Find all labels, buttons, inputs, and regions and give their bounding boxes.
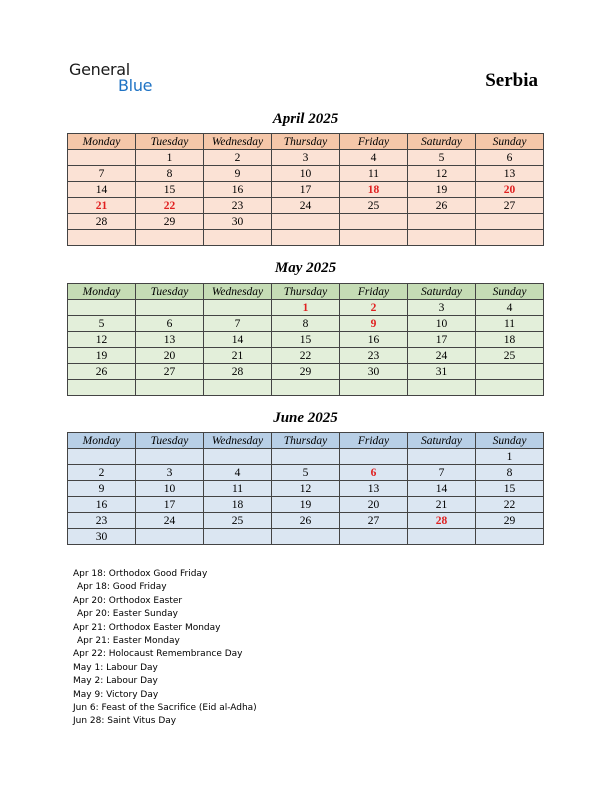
day-cell: 8 — [476, 465, 544, 481]
day-cell: 4 — [204, 465, 272, 481]
day-cell: 8 — [272, 316, 340, 332]
weekday-header: Friday — [340, 284, 408, 300]
logo-text-general: General — [69, 60, 130, 79]
day-cell: 13 — [340, 481, 408, 497]
month-title: June 2025 — [273, 410, 338, 426]
day-cell: 2 — [340, 300, 408, 316]
day-cell: 27 — [136, 364, 204, 380]
day-cell: 16 — [204, 182, 272, 198]
week-row — [68, 230, 544, 246]
holiday-item: May 9: Victory Day — [73, 689, 159, 700]
day-cell — [476, 214, 544, 230]
weekday-header: Sunday — [476, 134, 544, 150]
day-cell: 9 — [204, 166, 272, 182]
day-cell: 7 — [408, 465, 476, 481]
day-cell: 25 — [340, 198, 408, 214]
weekday-header: Monday — [68, 284, 136, 300]
calendar-table — [67, 133, 544, 246]
weekday-header: Tuesday — [136, 433, 204, 449]
day-cell: 14 — [68, 182, 136, 198]
day-cell: 10 — [272, 166, 340, 182]
day-cell: 12 — [408, 166, 476, 182]
day-cell: 11 — [476, 316, 544, 332]
day-cell — [136, 449, 204, 465]
weekday-header: Wednesday — [204, 134, 272, 150]
day-cell: 23 — [68, 513, 136, 529]
weekday-header: Friday — [340, 433, 408, 449]
weekday-header: Tuesday — [136, 284, 204, 300]
day-cell: 5 — [408, 150, 476, 166]
day-cell — [408, 214, 476, 230]
day-cell: 17 — [408, 332, 476, 348]
holiday-item: Apr 20: Easter Sunday — [77, 609, 178, 620]
day-cell: 19 — [408, 182, 476, 198]
weekday-header: Saturday — [408, 433, 476, 449]
holiday-item: Apr 18: Good Friday — [77, 582, 167, 593]
day-cell: 12 — [272, 481, 340, 497]
day-cell: 2 — [68, 465, 136, 481]
day-cell: 24 — [136, 513, 204, 529]
day-cell: 10 — [408, 316, 476, 332]
day-cell: 22 — [136, 198, 204, 214]
logo — [69, 60, 169, 96]
day-cell: 17 — [272, 182, 340, 198]
weekday-header: Wednesday — [204, 284, 272, 300]
weekday-header: Thursday — [272, 284, 340, 300]
week-row — [68, 348, 544, 364]
day-cell — [408, 449, 476, 465]
day-cell: 9 — [340, 316, 408, 332]
day-cell: 15 — [272, 332, 340, 348]
day-cell: 1 — [272, 300, 340, 316]
day-cell — [272, 529, 340, 545]
weekday-header: Thursday — [272, 433, 340, 449]
weekday-header: Monday — [68, 134, 136, 150]
week-row — [68, 166, 544, 182]
day-cell: 12 — [68, 332, 136, 348]
week-row — [68, 214, 544, 230]
day-cell: 7 — [68, 166, 136, 182]
day-cell: 4 — [476, 300, 544, 316]
day-cell: 23 — [204, 198, 272, 214]
country-name: Serbia — [485, 70, 538, 91]
day-cell: 1 — [476, 449, 544, 465]
weekday-header: Sunday — [476, 433, 544, 449]
month-title: April 2025 — [272, 111, 339, 127]
day-cell — [136, 230, 204, 246]
day-cell: 23 — [340, 348, 408, 364]
holiday-item: May 2: Labour Day — [73, 676, 158, 687]
day-cell: 21 — [408, 497, 476, 513]
day-cell: 18 — [204, 497, 272, 513]
day-cell: 25 — [204, 513, 272, 529]
weekday-header: Sunday — [476, 284, 544, 300]
week-row — [68, 332, 544, 348]
day-cell — [340, 230, 408, 246]
calendar-table — [67, 283, 544, 396]
day-cell — [272, 230, 340, 246]
day-cell — [476, 230, 544, 246]
week-row — [68, 150, 544, 166]
day-cell: 1 — [136, 150, 204, 166]
day-cell — [408, 230, 476, 246]
calendar-table — [67, 432, 544, 545]
weekday-header: Friday — [340, 134, 408, 150]
week-row — [68, 316, 544, 332]
day-cell: 30 — [68, 529, 136, 545]
day-cell: 4 — [340, 150, 408, 166]
day-cell: 2 — [204, 150, 272, 166]
day-cell: 27 — [340, 513, 408, 529]
day-cell: 3 — [408, 300, 476, 316]
weekday-header: Tuesday — [136, 134, 204, 150]
day-cell: 6 — [340, 465, 408, 481]
week-row — [68, 529, 544, 545]
day-cell: 6 — [476, 150, 544, 166]
day-cell — [68, 150, 136, 166]
day-cell — [136, 300, 204, 316]
holiday-list — [73, 568, 257, 729]
day-cell: 31 — [408, 364, 476, 380]
day-cell — [408, 380, 476, 396]
day-cell: 13 — [136, 332, 204, 348]
day-cell — [340, 529, 408, 545]
week-row — [68, 300, 544, 316]
holiday-item: May 1: Labour Day — [73, 662, 158, 673]
day-cell: 29 — [476, 513, 544, 529]
weekday-header: Saturday — [408, 284, 476, 300]
day-cell: 19 — [272, 497, 340, 513]
day-cell — [68, 230, 136, 246]
week-row — [68, 449, 544, 465]
day-cell — [272, 380, 340, 396]
week-row — [68, 182, 544, 198]
day-cell: 20 — [340, 497, 408, 513]
day-cell: 22 — [272, 348, 340, 364]
day-cell: 7 — [204, 316, 272, 332]
week-row — [68, 465, 544, 481]
day-cell: 17 — [136, 497, 204, 513]
day-cell: 20 — [136, 348, 204, 364]
day-cell: 5 — [272, 465, 340, 481]
day-cell: 24 — [408, 348, 476, 364]
day-cell: 18 — [476, 332, 544, 348]
day-cell — [136, 529, 204, 545]
day-cell: 28 — [68, 214, 136, 230]
day-cell: 13 — [476, 166, 544, 182]
day-cell: 3 — [272, 150, 340, 166]
day-cell: 26 — [68, 364, 136, 380]
holiday-item: Apr 21: Orthodox Easter Monday — [73, 622, 221, 633]
week-row — [68, 364, 544, 380]
day-cell — [272, 449, 340, 465]
day-cell — [340, 380, 408, 396]
day-cell: 15 — [476, 481, 544, 497]
day-cell — [204, 300, 272, 316]
holiday-item: Apr 22: Holocaust Remembrance Day — [73, 649, 243, 660]
month-title: May 2025 — [274, 260, 337, 276]
day-cell: 30 — [204, 214, 272, 230]
day-cell: 26 — [408, 198, 476, 214]
day-cell — [476, 364, 544, 380]
day-cell: 18 — [340, 182, 408, 198]
holiday-item: Apr 21: Easter Monday — [77, 636, 180, 647]
day-cell: 14 — [204, 332, 272, 348]
holiday-item: Jun 6: Feast of the Sacrifice (Eid al-Adha) — [73, 703, 257, 714]
day-cell: 22 — [476, 497, 544, 513]
day-cell: 5 — [68, 316, 136, 332]
week-row — [68, 513, 544, 529]
day-cell — [476, 380, 544, 396]
week-row — [68, 198, 544, 214]
week-row — [68, 497, 544, 513]
day-cell: 14 — [408, 481, 476, 497]
day-cell: 30 — [340, 364, 408, 380]
week-row — [68, 380, 544, 396]
day-cell: 11 — [340, 166, 408, 182]
day-cell: 16 — [340, 332, 408, 348]
day-cell — [204, 449, 272, 465]
day-cell — [340, 214, 408, 230]
day-cell: 3 — [136, 465, 204, 481]
day-cell — [272, 214, 340, 230]
day-cell: 27 — [476, 198, 544, 214]
weekday-header: Wednesday — [204, 433, 272, 449]
day-cell — [68, 380, 136, 396]
weekday-header: Monday — [68, 433, 136, 449]
day-cell: 6 — [136, 316, 204, 332]
day-cell — [204, 230, 272, 246]
day-cell — [408, 529, 476, 545]
day-cell: 29 — [272, 364, 340, 380]
day-cell: 24 — [272, 198, 340, 214]
day-cell: 28 — [408, 513, 476, 529]
day-cell: 19 — [68, 348, 136, 364]
logo-text-blue: Blue — [118, 76, 153, 95]
day-cell — [204, 529, 272, 545]
holiday-item: Apr 20: Orthodox Easter — [73, 595, 183, 606]
day-cell: 9 — [68, 481, 136, 497]
day-cell: 25 — [476, 348, 544, 364]
day-cell — [136, 380, 204, 396]
day-cell: 26 — [272, 513, 340, 529]
holiday-item: Apr 18: Orthodox Good Friday — [73, 569, 208, 579]
weekday-header: Saturday — [408, 134, 476, 150]
day-cell: 20 — [476, 182, 544, 198]
day-cell: 28 — [204, 364, 272, 380]
day-cell: 15 — [136, 182, 204, 198]
weekday-header: Thursday — [272, 134, 340, 150]
day-cell — [68, 449, 136, 465]
day-cell: 8 — [136, 166, 204, 182]
day-cell: 21 — [204, 348, 272, 364]
week-row — [68, 481, 544, 497]
day-cell: 11 — [204, 481, 272, 497]
day-cell: 29 — [136, 214, 204, 230]
day-cell: 10 — [136, 481, 204, 497]
day-cell — [204, 380, 272, 396]
day-cell — [476, 529, 544, 545]
day-cell — [340, 449, 408, 465]
day-cell: 16 — [68, 497, 136, 513]
holiday-item: Jun 28: Saint Vitus Day — [73, 716, 177, 727]
day-cell — [68, 300, 136, 316]
day-cell: 21 — [68, 198, 136, 214]
